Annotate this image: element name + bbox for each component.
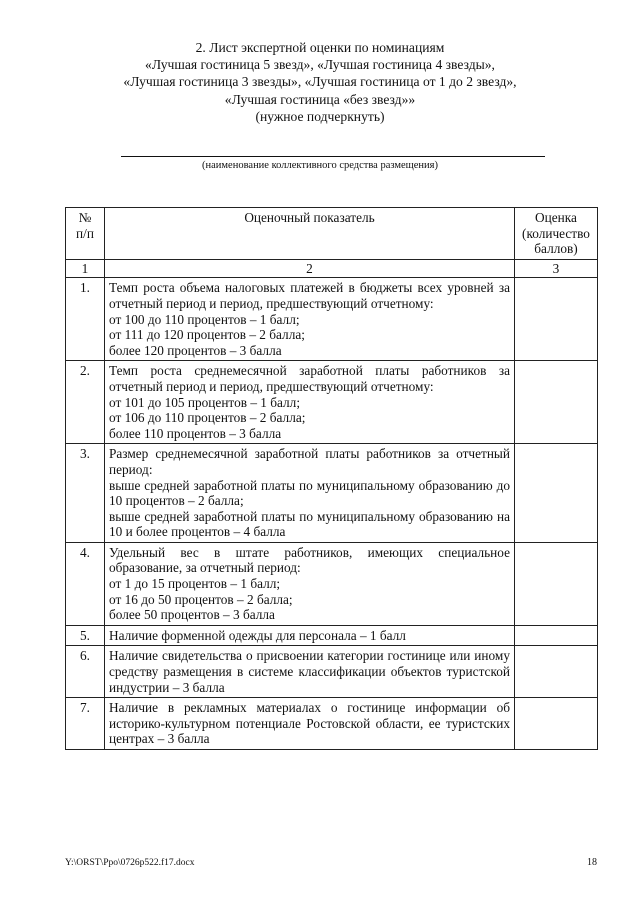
score-cell[interactable]	[515, 278, 598, 361]
indicator-line: Наличие свидетельства о присвоении категории гостинице или иному средству размещения в системе классификации объектов туристской индустрии – 3 балла	[109, 648, 510, 695]
score-cell[interactable]	[515, 698, 598, 750]
indicator-text	[105, 698, 515, 750]
indicator-text	[105, 278, 515, 361]
title-line: «Лучшая гостиница 5 звезд», «Лучшая гостиница 4 звезды»,	[145, 57, 495, 73]
row-number: 4.	[66, 542, 105, 625]
organization-caption: (наименование коллективного средства размещения)	[202, 160, 438, 171]
indicator-text	[105, 361, 515, 444]
indicator-line: от 106 до 110 процентов – 2 балла;	[109, 410, 306, 426]
title-line: «Лучшая гостиница 3 звезды», «Лучшая гостиница от 1 до 2 звезд»,	[123, 74, 517, 90]
header-indicator: Оценочный показатель	[105, 208, 515, 260]
row-number: 1.	[66, 278, 105, 361]
score-cell[interactable]	[515, 625, 598, 646]
score-cell[interactable]	[515, 542, 598, 625]
row-number: 6.	[66, 646, 105, 698]
indicator-line: Темп роста объема налоговых платежей в бюджеты всех уровней за отчетный период и период, предшествующий отчетному:	[109, 280, 510, 311]
indicator-line: от 1 до 15 процентов – 1 балл;	[109, 576, 281, 592]
indicator-line: Размер среднемесячной заработной платы работников за отчетный период:	[109, 446, 510, 477]
indicator-text	[105, 542, 515, 625]
indicator-line: Темп роста среднемесячной заработной платы работников за отчетный период и период, предшествующий отчетному:	[109, 363, 510, 394]
indicator-line: более 110 процентов – 3 балла	[109, 425, 282, 441]
indicator-line: от 16 до 50 процентов – 2 балла;	[109, 591, 293, 607]
indicator-text	[105, 444, 515, 543]
column-number-row	[66, 259, 598, 278]
title-line: «Лучшая гостиница «без звезд»»	[224, 91, 416, 107]
row-number: 5.	[66, 625, 105, 646]
footer-file-path: Y:\ORST\Ppo\0726p522.f17.docx	[65, 858, 195, 868]
indicator-line: Наличие в рекламных материалах о гостинице информации об историко-культурном потенциале Ростовской области, ее туристских центрах – 3 балла	[109, 700, 510, 747]
column-number: 2	[105, 259, 515, 278]
indicator-line: Удельный вес в штате работников, имеющих специальное образование, за отчетный период:	[109, 544, 510, 576]
header-row	[66, 208, 598, 260]
column-number: 3	[515, 259, 598, 278]
title-note: (нужное подчеркнуть)	[255, 108, 385, 124]
table-row	[66, 625, 598, 646]
header-score: Оценка (количество баллов)	[515, 208, 598, 260]
indicator-line: от 100 до 110 процентов – 1 балл;	[109, 311, 300, 327]
row-number: 3.	[66, 444, 105, 543]
table-row	[66, 278, 598, 361]
footer-page-number: 18	[587, 857, 597, 868]
evaluation-table	[65, 207, 598, 750]
indicator-line: более 50 процентов – 3 балла	[109, 607, 275, 623]
sheet-title	[0, 39, 640, 125]
table-row	[66, 646, 598, 698]
indicator-text	[105, 646, 515, 698]
organization-name-line	[121, 156, 545, 157]
table-row	[66, 698, 598, 750]
indicator-line: от 101 до 105 процентов – 1 балл;	[109, 394, 301, 410]
table-row	[66, 542, 598, 625]
indicator-text	[105, 625, 515, 646]
column-number: 1	[66, 259, 105, 278]
title-line: 2. Лист экспертной оценки по номинациям	[195, 40, 445, 55]
indicator-line: выше средней заработной платы по муниципальному образованию на 10 и более процентов – 4 балла	[109, 508, 510, 540]
table-row	[66, 361, 598, 444]
row-number: 2.	[66, 361, 105, 444]
indicator-line: выше средней заработной платы по муниципальному образованию до 10 процентов – 2 балла;	[109, 477, 510, 509]
indicator-line: от 111 до 120 процентов – 2 балла;	[109, 327, 305, 343]
indicator-line: более 120 процентов – 3 балла	[109, 342, 282, 358]
table-row	[66, 444, 598, 543]
score-cell[interactable]	[515, 361, 598, 444]
indicator-line: Наличие форменной одежды для персонала – 1 балл	[109, 627, 406, 643]
header-num: № п/п	[66, 208, 105, 260]
row-number: 7.	[66, 698, 105, 750]
score-cell[interactable]	[515, 646, 598, 698]
score-cell[interactable]	[515, 444, 598, 543]
